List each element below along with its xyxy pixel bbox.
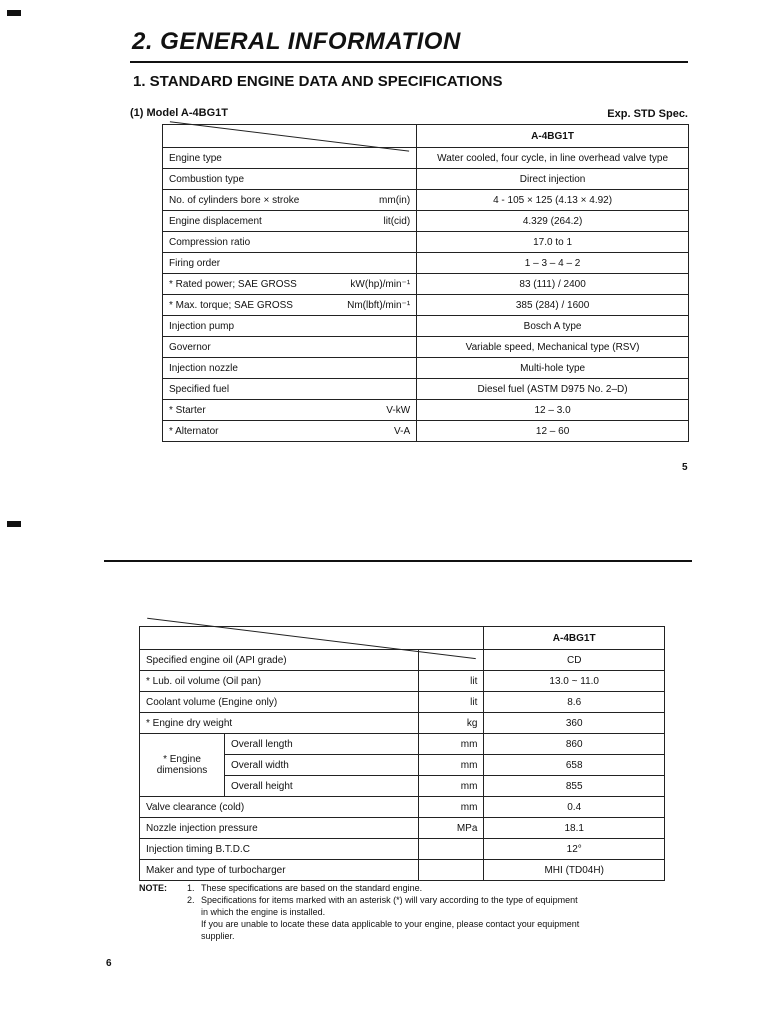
spec-item-label: Maker and type of turbocharger: [140, 860, 419, 881]
table-row: [163, 337, 689, 358]
spec-item-label: * Alternator: [169, 425, 219, 437]
spec-value: 855: [484, 776, 665, 797]
notes: [139, 882, 679, 942]
spec-value: Multi-hole type: [417, 358, 689, 379]
note-text: These specifications are based on the standard engine.: [201, 883, 423, 893]
spec-table-1: [162, 124, 689, 442]
spec-item-cell: [163, 379, 417, 400]
table-row: [163, 274, 689, 295]
table-row: [140, 860, 665, 881]
spec-value: 4 - 105 × 125 (4.13 × 4.92): [417, 190, 689, 211]
spec-item-label: Injection nozzle: [169, 362, 238, 374]
spec-item-unit: mm: [419, 776, 484, 797]
spec-item-unit: mm: [419, 734, 484, 755]
spec-value: Direct injection: [417, 169, 689, 190]
table-row: [163, 379, 689, 400]
spec-item-unit: mm(in): [379, 194, 411, 206]
table-row: [140, 713, 665, 734]
spec-value: 17.0 to 1: [417, 232, 689, 253]
table-header-row: [140, 627, 665, 650]
table-row: [140, 671, 665, 692]
spec-label: Exp. STD Spec.: [607, 108, 688, 120]
spec-value: 12°: [484, 839, 665, 860]
spec-item: [169, 426, 410, 437]
spec-item-label: Nozzle injection pressure: [140, 818, 419, 839]
table-row: [163, 190, 689, 211]
table-row: [163, 295, 689, 316]
spec-value: 83 (111) / 2400: [417, 274, 689, 295]
spec-item: [169, 300, 410, 311]
header-diagonal-cell: [140, 627, 484, 650]
table-row: [163, 358, 689, 379]
spec-item-cell: [163, 337, 417, 358]
spec-item: [169, 258, 410, 269]
spec-item-label: * Starter: [169, 404, 206, 416]
table-row: [140, 839, 665, 860]
spec-item-label: Engine displacement: [169, 215, 262, 227]
table-row: [163, 211, 689, 232]
spec-item-unit: lit: [419, 671, 484, 692]
chapter-title: 2. GENERAL INFORMATION: [132, 28, 461, 55]
table-header-row: [163, 125, 689, 148]
note-continuation: If you are unable to locate these data applicable to your engine, please contact your equipment: [201, 919, 580, 929]
spec-value: 385 (284) / 1600: [417, 295, 689, 316]
spec-value: 13.0 ~ 11.0: [484, 671, 665, 692]
header-diagonal-cell: [163, 125, 417, 148]
spec-item-label: Injection timing B.T.D.C: [140, 839, 419, 860]
spec-item: [169, 195, 410, 206]
spec-value: 658: [484, 755, 665, 776]
table-row: [140, 692, 665, 713]
page-marker: [7, 10, 21, 16]
spec-value: 12 – 3.0: [417, 400, 689, 421]
spec-item-label: No. of cylinders bore × stroke: [169, 194, 300, 206]
spec-item-cell: [163, 358, 417, 379]
table-row: [163, 400, 689, 421]
spec-item: [169, 153, 410, 164]
spec-item-label: * Lub. oil volume (Oil pan): [140, 671, 419, 692]
model-label: (1) Model A-4BG1T: [130, 107, 228, 119]
table-row: [140, 818, 665, 839]
note-text: Specifications for items marked with an asterisk (*) will vary according to the type of equipment: [201, 895, 578, 905]
spec-item-cell: [163, 169, 417, 190]
spec-item-label: Overall width: [225, 755, 419, 776]
spec-item: [169, 174, 410, 185]
title-rule: [130, 61, 688, 63]
spec-item-cell: [163, 274, 417, 295]
note-row: [139, 882, 679, 894]
table-row: [140, 797, 665, 818]
spec-item-label: Specified fuel: [169, 383, 230, 395]
spec-item-unit: V-kW: [386, 404, 411, 416]
spec-item: [169, 321, 410, 332]
header-rule: [104, 560, 692, 562]
note-row: [139, 894, 679, 906]
spec-item-cell: [163, 148, 417, 169]
spec-value: MHI (TD04H): [484, 860, 665, 881]
table-row: [140, 650, 665, 671]
table-row: [163, 253, 689, 274]
spec-item: [169, 216, 410, 227]
table-row: [163, 421, 689, 442]
section-title: 1. STANDARD ENGINE DATA AND SPECIFICATIONS: [133, 73, 503, 90]
dimensions-label: * Engine dimensions: [140, 734, 225, 797]
table-row: [163, 232, 689, 253]
spec-item-label: Overall height: [225, 776, 419, 797]
spec-item-cell: [163, 253, 417, 274]
spec-item-unit: MPa: [419, 818, 484, 839]
spec-item-unit: Nm(lbft)/min⁻¹: [347, 299, 411, 311]
table-row: [163, 316, 689, 337]
spec-value: Bosch A type: [417, 316, 689, 337]
page-number: 6: [106, 958, 112, 969]
table-row: [140, 734, 665, 755]
spec-value: 1 – 3 – 4 – 2: [417, 253, 689, 274]
spec-item-unit: mm: [419, 755, 484, 776]
spec-item-cell: [163, 211, 417, 232]
spec-item-label: Firing order: [169, 257, 221, 269]
spec-value: Variable speed, Mechanical type (RSV): [417, 337, 689, 358]
spec-item-unit: kg: [419, 713, 484, 734]
spec-value: CD: [484, 650, 665, 671]
spec-item-unit: V-A: [394, 425, 411, 437]
spec-value: 360: [484, 713, 665, 734]
spec-item-cell: [163, 400, 417, 421]
spec-item: [169, 384, 410, 395]
spec-value: 8.6: [484, 692, 665, 713]
spec-item: [169, 405, 410, 416]
spec-item-label: * Engine dry weight: [140, 713, 419, 734]
spec-item-label: Engine type: [169, 152, 222, 164]
table-row: [163, 169, 689, 190]
spec-item-unit: lit: [419, 692, 484, 713]
note-continuation: supplier.: [201, 931, 235, 941]
spec-item-label: Valve clearance (cold): [140, 797, 419, 818]
column-header: A-4BG1T: [417, 125, 689, 148]
spec-item-label: * Rated power; SAE GROSS: [169, 278, 297, 290]
table-row: [163, 148, 689, 169]
spec-item-cell: [163, 190, 417, 211]
spec-item-unit: kW(hp)/min⁻¹: [350, 278, 411, 290]
spec-value: 4.329 (264.2): [417, 211, 689, 232]
spec-item-label: Overall length: [225, 734, 419, 755]
spec-item-unit: lit(cid): [383, 215, 411, 227]
spec-value: Diesel fuel (ASTM D975 No. 2–D): [417, 379, 689, 400]
spec-item: [169, 237, 410, 248]
spec-table-2: [139, 626, 665, 881]
spec-value: 18.1: [484, 818, 665, 839]
spec-item-label: * Max. torque; SAE GROSS: [169, 299, 293, 311]
spec-item-cell: [163, 316, 417, 337]
page-marker: [7, 521, 21, 527]
note-number: 1.: [187, 883, 195, 893]
spec-item-unit: [419, 860, 484, 881]
note-number: 2.: [187, 895, 195, 905]
spec-value: 0.4: [484, 797, 665, 818]
spec-value: Water cooled, four cycle, in line overhead valve type: [417, 148, 689, 169]
page-number: 5: [682, 462, 688, 473]
spec-item-cell: [163, 421, 417, 442]
spec-item-label: Injection pump: [169, 320, 235, 332]
spec-item-label: Compression ratio: [169, 236, 251, 248]
spec-item-label: Combustion type: [169, 173, 245, 185]
column-header: A-4BG1T: [484, 627, 665, 650]
spec-item-label: Governor: [169, 341, 211, 353]
spec-item-unit: [419, 839, 484, 860]
spec-item-label: Specified engine oil (API grade): [140, 650, 419, 671]
spec-item: [169, 342, 410, 353]
note-continuation: in which the engine is installed.: [201, 907, 326, 917]
spec-value: 860: [484, 734, 665, 755]
spec-item: [169, 363, 410, 374]
spec-item-unit: mm: [419, 797, 484, 818]
note-label: NOTE:: [139, 883, 167, 893]
spec-item-label: Coolant volume (Engine only): [140, 692, 419, 713]
spec-value: 12 – 60: [417, 421, 689, 442]
spec-item-cell: [163, 295, 417, 316]
spec-item: [169, 279, 410, 290]
spec-item-cell: [163, 232, 417, 253]
